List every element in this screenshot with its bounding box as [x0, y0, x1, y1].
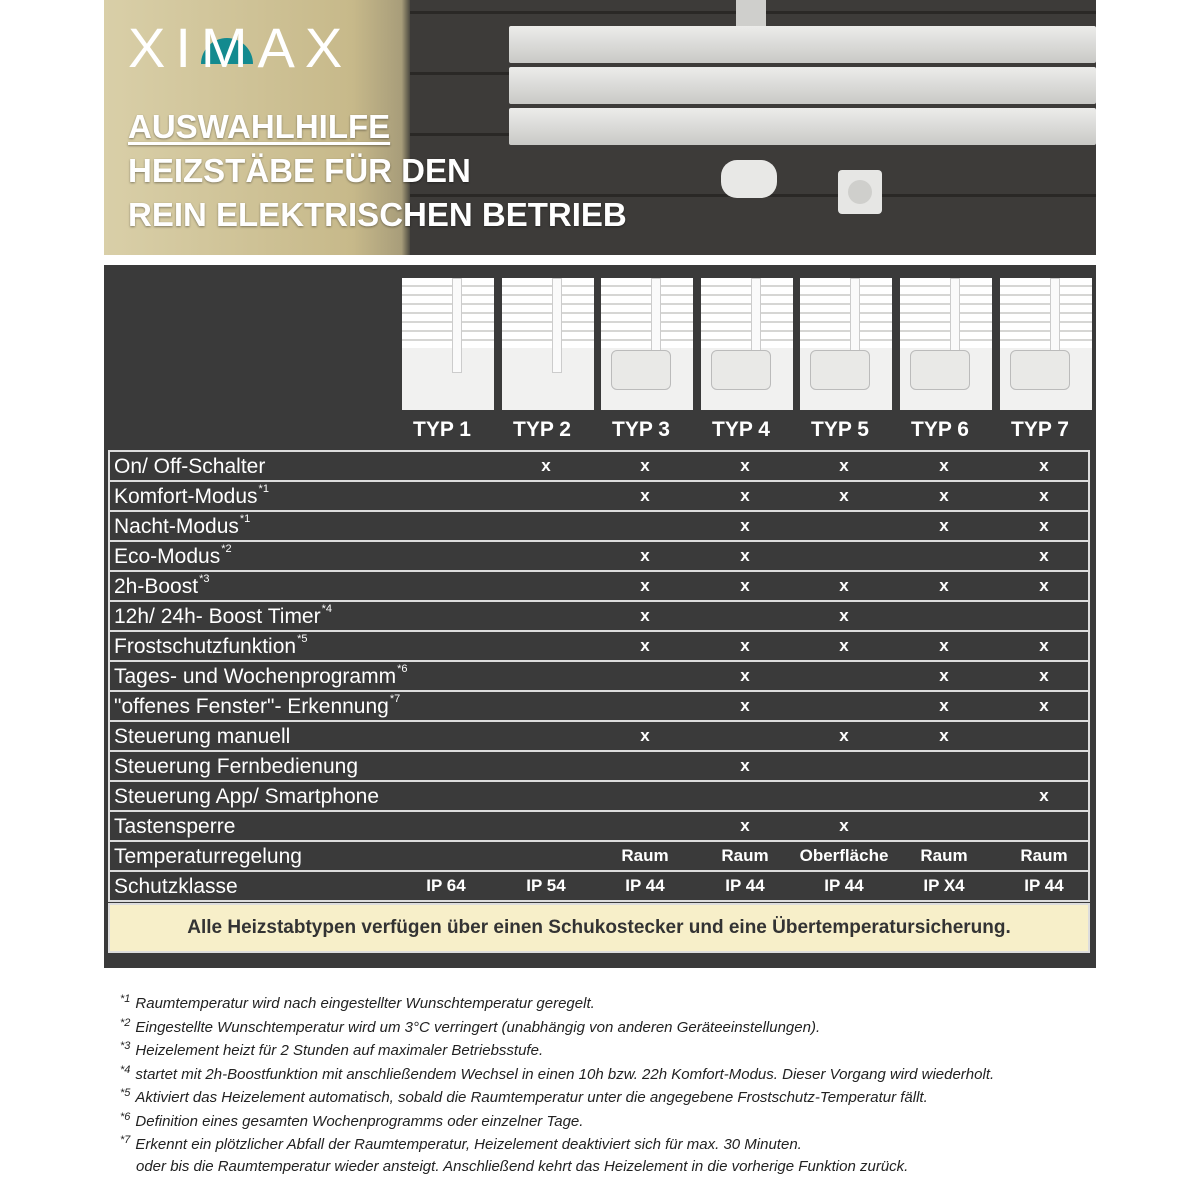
cell-typ-5: x	[839, 636, 849, 655]
footnote-mark: *6	[120, 1110, 131, 1123]
comparison-table	[108, 450, 1090, 902]
power-socket-image	[838, 170, 882, 214]
type-label: TYP 6	[911, 418, 969, 441]
feature-label	[114, 635, 308, 659]
cell-typ-5: x	[839, 726, 849, 745]
feature-name: Temperaturregelung	[114, 845, 302, 868]
table-row	[110, 782, 1088, 812]
cell-typ-6: Raum	[920, 846, 968, 865]
footnote-mark: *5	[120, 1087, 131, 1099]
product-image-typ-4	[701, 278, 793, 410]
cell-typ-4: IP 44	[725, 876, 765, 895]
footnote-text: startet mit 2h-Boostfunktion mit anschließendem Wechsel in einen 10h bzw. 22h Komfort-Modus. Dieser Vorgang wird wiederholt.	[135, 1065, 995, 1083]
footnote-ref: *7	[389, 693, 401, 705]
feature-label	[114, 605, 332, 629]
product-image-typ-3	[601, 278, 693, 410]
comparison-panel	[104, 265, 1096, 968]
cell-typ-5: x	[839, 576, 849, 595]
type-label: TYP 5	[811, 418, 869, 441]
banner-title-line1: HEIZSTÄBE FÜR DEN	[128, 152, 471, 189]
cell-typ-3: x	[640, 576, 650, 595]
footnote-mark: *2	[120, 1016, 131, 1029]
cell-typ-3: x	[640, 606, 650, 625]
feature-label	[114, 455, 265, 479]
type-label: TYP 1	[413, 418, 471, 441]
footnotes	[120, 993, 1080, 1181]
footnote-ref: *3	[199, 573, 210, 585]
cell-typ-4: x	[740, 636, 750, 655]
footnote-continuation: oder bis die Raumtemperatur wieder ansteigt. Anschließend kehrt das Heizelement in die vorherige Funktion zurück.	[136, 1157, 909, 1175]
footnote-text: Heizelement heizt für 2 Stunden auf maximaler Betriebsstufe.	[135, 1042, 544, 1059]
towel-rail	[800, 278, 892, 348]
table-row	[110, 602, 1088, 632]
feature-label	[114, 875, 238, 899]
cell-typ-6: x	[939, 636, 949, 655]
cell-typ-2: x	[541, 456, 551, 475]
cell-typ-6: x	[939, 516, 949, 535]
footnote	[120, 1017, 1080, 1041]
towel-rail	[701, 278, 793, 348]
feature-label	[114, 545, 232, 569]
feature-name: Steuerung manuell	[114, 725, 291, 748]
footnote-text: Eingestellte Wunschtemperatur wird um 3°C verringert (unabhängig von anderen Geräteeinstellungen).	[135, 1018, 821, 1036]
cell-typ-3: x	[640, 636, 650, 655]
footnote-text: Erkennt ein plötzlicher Abfall der Raumtemperatur, Heizelement deaktiviert sich für max. 30 Minuten.	[135, 1136, 802, 1153]
feature-name: Nacht-Modus	[114, 515, 239, 538]
feature-label	[114, 725, 290, 749]
footnote	[120, 1040, 1080, 1064]
feature-name: 12h/ 24h- Boost Timer	[114, 605, 321, 628]
cell-typ-3: Raum	[621, 846, 669, 865]
towel-rail	[601, 278, 693, 348]
feature-name: Steuerung Fernbedienung	[114, 755, 359, 778]
feature-label	[114, 695, 400, 719]
footnote-ref: *6	[397, 663, 408, 675]
feature-label	[114, 815, 235, 839]
cell-typ-7: x	[1039, 576, 1049, 595]
towel-rail	[900, 278, 992, 348]
table-row	[110, 512, 1088, 542]
feature-name: On/ Off-Schalter	[114, 455, 266, 478]
cell-typ-3: x	[640, 546, 650, 565]
cell-typ-7: x	[1039, 486, 1049, 505]
cell-typ-5: x	[839, 816, 849, 835]
cell-typ-3: x	[640, 456, 650, 475]
footnote	[120, 1064, 1080, 1088]
type-label: TYP 2	[513, 418, 571, 441]
general-note: Alle Heizstabtypen verfügen über einen Schukostecker und eine Übertemperatursicherung.	[108, 903, 1090, 953]
control-unit	[611, 350, 671, 390]
type-label: TYP 4	[712, 418, 770, 441]
heating-rod	[552, 278, 562, 373]
feature-name: Komfort-Modus	[114, 485, 258, 508]
table-row	[110, 542, 1088, 572]
table-row	[110, 842, 1088, 872]
footnote-mark: *1	[120, 993, 131, 1005]
cell-typ-7: x	[1039, 636, 1049, 655]
footnote-text: Definition eines gesamten Wochenprogramms oder einzelner Tage.	[135, 1112, 584, 1130]
product-image-typ-5	[800, 278, 892, 410]
cell-typ-3: x	[640, 726, 650, 745]
towel-rail	[1000, 278, 1092, 348]
feature-label	[114, 755, 358, 779]
footnote-mark: *3	[120, 1040, 131, 1052]
feature-name: Schutzklasse	[114, 875, 238, 898]
product-image-typ-7	[1000, 278, 1092, 410]
cell-typ-4: x	[740, 516, 750, 535]
product-image-typ-1	[402, 278, 494, 410]
cell-typ-4: x	[740, 696, 750, 715]
cell-typ-3: IP 44	[625, 876, 665, 895]
footnote-ref: *4	[321, 603, 333, 615]
cell-typ-4: x	[740, 816, 750, 835]
radiator-image	[509, 26, 1096, 156]
banner-subtitle: AUSWAHLHILFE	[128, 108, 391, 145]
cell-typ-6: x	[939, 726, 949, 745]
cell-typ-4: x	[740, 756, 750, 775]
cell-typ-7: x	[1039, 546, 1049, 565]
control-unit	[1010, 350, 1070, 390]
footnote-text: Raumtemperatur wird nach eingestellter Wunschtemperatur geregelt.	[135, 995, 595, 1012]
product-image-typ-6	[900, 278, 992, 410]
feature-label	[114, 485, 269, 509]
feature-label	[114, 845, 302, 869]
control-unit	[711, 350, 771, 390]
cell-typ-5: x	[839, 606, 849, 625]
cell-typ-2: IP 54	[526, 876, 566, 895]
footnote	[120, 993, 1080, 1017]
footnote-ref: *2	[221, 543, 232, 555]
table-row	[110, 662, 1088, 692]
cell-typ-1: IP 64	[426, 876, 466, 895]
cell-typ-4: Raum	[721, 846, 769, 865]
cell-typ-3: x	[640, 486, 650, 505]
cell-typ-7: x	[1039, 666, 1049, 685]
ximax-logo	[128, 14, 428, 82]
cell-typ-7: x	[1039, 786, 1049, 805]
table-row	[110, 572, 1088, 602]
footnote-ref: *5	[297, 633, 308, 645]
feature-name: Eco-Modus	[114, 545, 221, 568]
towel-rail	[402, 278, 494, 348]
feature-name: Tages- und Wochenprogramm	[114, 665, 397, 688]
table-row	[110, 872, 1088, 902]
cell-typ-7: x	[1039, 516, 1049, 535]
cell-typ-5: IP 44	[824, 876, 864, 895]
control-unit	[910, 350, 970, 390]
footnote	[120, 1111, 1080, 1135]
feature-name: Tastensperre	[114, 815, 236, 838]
feature-name: "offenes Fenster"- Erkennung	[114, 695, 389, 718]
cell-typ-7: x	[1039, 696, 1049, 715]
cell-typ-4: x	[740, 546, 750, 565]
cell-typ-4: x	[740, 666, 750, 685]
feature-label	[114, 575, 209, 599]
feature-name: 2h-Boost	[114, 575, 199, 598]
table-row	[110, 452, 1088, 482]
header-banner	[104, 0, 1096, 255]
cell-typ-4: x	[740, 576, 750, 595]
table-row	[110, 692, 1088, 722]
towel-rail	[502, 278, 594, 348]
type-label: TYP 3	[612, 418, 670, 441]
cell-typ-4: x	[740, 486, 750, 505]
footnote-mark: *7	[120, 1134, 131, 1146]
heating-element-image	[721, 160, 777, 198]
control-unit	[810, 350, 870, 390]
heating-rod	[452, 278, 462, 373]
table-row	[110, 812, 1088, 842]
footnote-ref: *1	[258, 483, 269, 495]
cell-typ-6: x	[939, 666, 949, 685]
feature-label	[114, 665, 408, 689]
cell-typ-6: x	[939, 696, 949, 715]
footnote-mark: *4	[120, 1063, 131, 1076]
footnote-ref: *1	[239, 513, 251, 525]
banner-title-line2: REIN ELEKTRISCHEN BETRIEB	[128, 196, 627, 233]
footnote	[120, 1134, 1080, 1158]
cell-typ-4: x	[740, 456, 750, 475]
footnote-text: Aktiviert das Heizelement automatisch, sobald die Raumtemperatur unter die angegebene Frostschutz-Temperatur fällt.	[135, 1089, 928, 1106]
feature-label	[114, 785, 379, 809]
cell-typ-5: Oberfläche	[799, 846, 889, 865]
feature-name: Steuerung App/ Smartphone	[114, 785, 380, 808]
table-row	[110, 632, 1088, 662]
cell-typ-6: IP X4	[923, 876, 965, 895]
cell-typ-6: x	[939, 576, 949, 595]
cell-typ-7: Raum	[1020, 846, 1068, 865]
feature-label	[114, 515, 250, 539]
cell-typ-7: x	[1039, 456, 1049, 475]
type-label: TYP 7	[1011, 418, 1069, 441]
footnote	[120, 1087, 1080, 1111]
table-row	[110, 722, 1088, 752]
cell-typ-6: x	[939, 456, 949, 475]
feature-name: Frostschutzfunktion	[114, 635, 297, 658]
cell-typ-6: x	[939, 486, 949, 505]
cell-typ-5: x	[839, 456, 849, 475]
product-image-typ-2	[502, 278, 594, 410]
brand-name: XIMAX	[128, 16, 353, 79]
cell-typ-7: IP 44	[1024, 876, 1064, 895]
table-row	[110, 752, 1088, 782]
table-row	[110, 482, 1088, 512]
cell-typ-5: x	[839, 486, 849, 505]
